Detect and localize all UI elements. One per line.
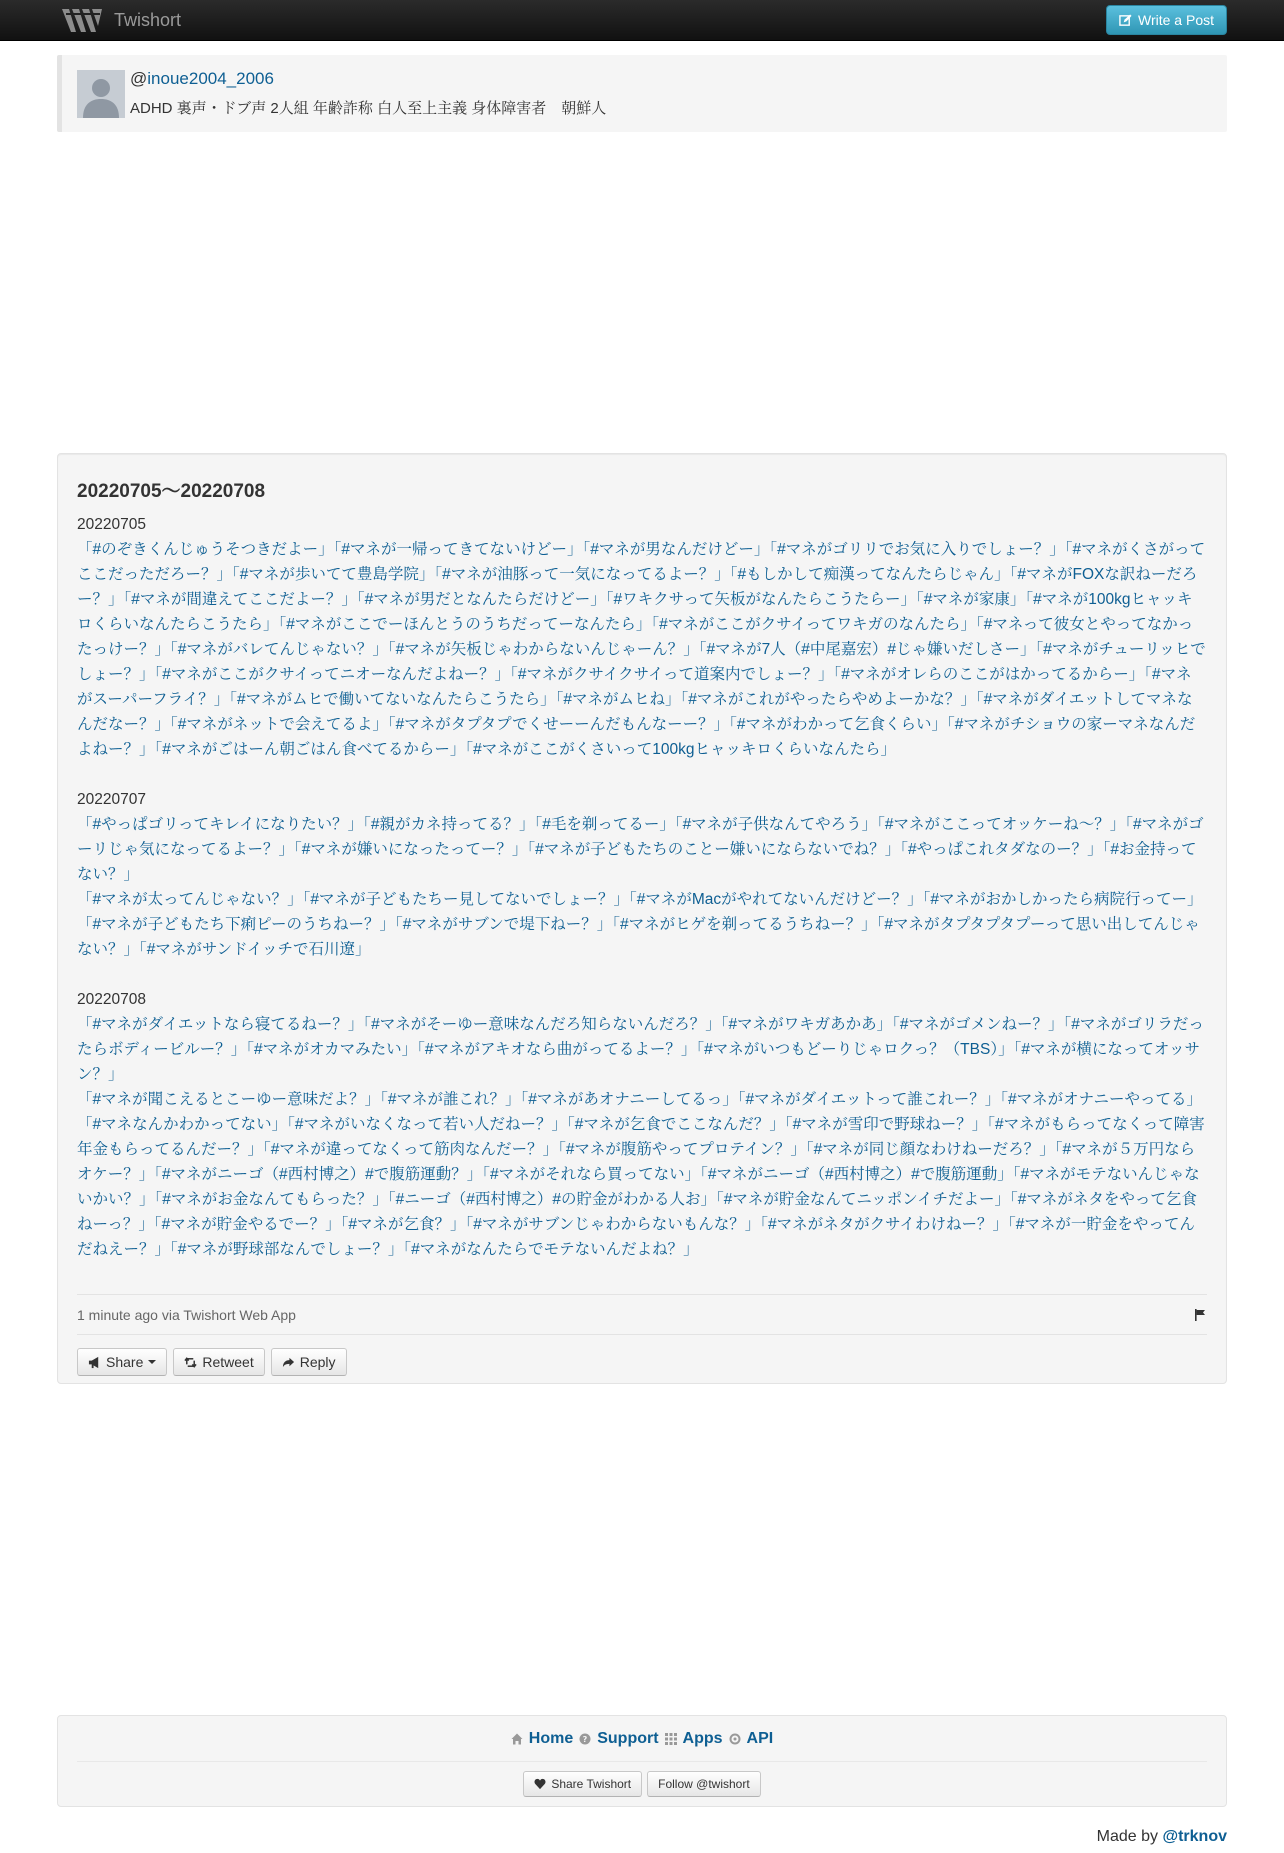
- footer-links: [58, 1730, 1226, 1748]
- hashtag-line[interactable]: 「#マネが聞こえるとこーゆー意味だよ？」「#マネが誰これ？」「#マネがあオナニーしてるっ」「#マネがダイエットって誰これー？」「#マネがオナニーやってる」「#マネなんかわかってない」「#マネがいなくなって若い人だねー？」「#マネが乞食でここなんだ？」「#マネが雪印で野球ねー？」「#マネがもらってなくって障害年金もらってるんだー？」「#マネが違ってなくって筋肉なんだー？」「#マネが腹筋やってプロテイン？」「#マネが同じ顔なわけねーだろ？」「#マネが５万円ならオケー？」「#マネがニーゴ（#西村博之）#で腹筋運動？」「#マネがそれなら買ってない」「#マネがニーゴ（#西村博之）#で腹筋運動」「#マネがモテないんじゃないかい？」「#マネがお金なんてもらった？」「#ニーゴ（#西村博之）#の貯金がわかる人お」「#マネが貯金なんてニッポンイチだよー」「#マネがネタをやって乞食ねーっ？」「#マネが貯金やるでー？」「#マネが乞食？」「#マネがサブンじゃわからないもんな？」「#マネがネタがクサイわけねー？」「#マネが一貯金をやってんだねえー？」「#マネが野球部なんでしょー？」「#マネがなんたらでモテないんだよね？」: [77, 1091, 1205, 1258]
- share-button[interactable]: [77, 1348, 167, 1376]
- post-body: [77, 512, 1207, 1262]
- hashtag-line[interactable]: 「#マネが太ってんじゃない？」「#マネが子どもたちー見してないでしょー？」「#マネがMacがやれてないんだけどー？」「#マネがおかしかったら病院行ってー」「#マネが子どもたち下痢ピーのうちねー？」「#マネがサブンで堤下ねー？」「#マネがヒゲを剃ってるうちねー？」「#マネがタプタプタプーって思い出してんじゃない？」「#マネがサンドイッチで石川遼」: [77, 891, 1203, 958]
- post-meta: 1 minute ago via Twishort Web App: [77, 1307, 296, 1323]
- grid-icon: [665, 1733, 677, 1745]
- footer-link-apps[interactable]: Apps: [682, 1730, 723, 1747]
- retweet-label: Retweet: [202, 1354, 254, 1370]
- caret-down-icon: [148, 1360, 156, 1364]
- section-date: 20220705: [77, 516, 146, 533]
- footer-divider: [77, 1761, 1207, 1762]
- post-panel: [57, 453, 1227, 1384]
- share-label: Share: [106, 1354, 144, 1370]
- profile-handle-link[interactable]: inoue2004_2006: [147, 69, 274, 88]
- default-user-icon: [77, 70, 125, 118]
- svg-text:?: ?: [582, 1735, 588, 1744]
- share-twishort-button[interactable]: [523, 1771, 642, 1797]
- reply-label: Reply: [299, 1354, 336, 1370]
- footer-link-home[interactable]: Home: [528, 1730, 574, 1747]
- made-by-author-link[interactable]: @trknov: [1162, 1828, 1227, 1845]
- post-section-20220707: [77, 787, 1207, 962]
- retweet-icon: [184, 1356, 197, 1369]
- footer-panel: [57, 1715, 1227, 1807]
- follow-twishort-button[interactable]: [647, 1771, 761, 1797]
- made-by-prefix: Made by: [1096, 1828, 1159, 1845]
- post-title: 20220705～20220708: [77, 481, 266, 502]
- follow-twishort-label: Follow @twishort: [658, 1777, 750, 1791]
- share-twishort-label: Share Twishort: [551, 1777, 632, 1791]
- footer-link-api[interactable]: API: [746, 1730, 774, 1747]
- footer-link-support[interactable]: Support: [597, 1730, 659, 1747]
- megaphone-icon: [88, 1356, 101, 1369]
- handle-at-sign: @: [130, 69, 148, 88]
- gear-icon: [729, 1733, 741, 1745]
- reply-arrow-icon: [282, 1356, 295, 1369]
- flag-icon[interactable]: [1194, 1309, 1206, 1321]
- brand-name: Twishort: [114, 9, 182, 30]
- section-date: 20220707: [77, 791, 146, 808]
- hashtag-line[interactable]: 「#やっぱゴリってキレイになりたい？」「#親がカネ持ってる？」「#毛を剃ってるー」「#マネが子供なんてやろう」「#マネがここってオッケーね～？」「#マネがゴーリじゃ気になってるよー？」「#マネが嫌いになったってー？」「#マネが子どもたちのことー嫌いにならないでね？」「#やっぱこれタダなのー？」「#お金持ってない？」: [77, 816, 1204, 883]
- avatar[interactable]: [77, 70, 125, 118]
- profile-bio: ADHD 裏声・ドブ声 2人組 年齢詐称 白人至上主義 身体障害者 朝鮮人: [130, 100, 607, 117]
- retweet-button[interactable]: [173, 1348, 264, 1376]
- footer-buttons: [58, 1771, 1226, 1797]
- post-divider: [77, 1334, 1207, 1335]
- question-icon: [579, 1733, 591, 1745]
- twishort-logo-icon: [60, 6, 104, 34]
- post-section-20220708: [77, 987, 1207, 1262]
- home-icon: [511, 1733, 523, 1745]
- heart-icon: [534, 1778, 546, 1790]
- hashtag-line[interactable]: 「#マネがダイエットなら寝てるねー？」「#マネがそーゆー意味なんだろ知らないんだろ？」「#マネがワキガあかあ」「#マネがゴメンねー？」「#マネがゴリラだったらボディービルー？」「#マネがオカマみたい」「#マネがアキオなら曲がってるよー？」「#マネがいつもどーりじゃロクっ？（TBS）」「#マネが横になってオッサン？」: [77, 1016, 1204, 1083]
- brand[interactable]: [60, 4, 181, 36]
- top-navbar: [0, 0, 1284, 41]
- profile-card: [57, 55, 1227, 132]
- section-date: 20220708: [77, 991, 146, 1008]
- write-post-button[interactable]: [1106, 5, 1227, 35]
- write-post-label: Write a Post: [1138, 12, 1214, 28]
- post-divider: [77, 1294, 1207, 1295]
- reply-button[interactable]: [271, 1348, 347, 1376]
- profile-handle: [130, 69, 274, 89]
- post-actions: [77, 1348, 347, 1376]
- edit-icon: [1119, 14, 1132, 27]
- hashtag-line[interactable]: 「#のぞきくんじゅうそつきだよー」「#マネが一帰ってきてないけどー」「#マネが男なんだけどー」「#マネがゴリリでお気に入りでしょー？」「#マネがくさがってここだっただろー？」「#マネが歩いてて豊島学院」「#マネが油豚って一気になってるよー？」「#もしかして痴漢ってなんたらじゃん」「#マネがFOXな訳ねーだろー？」「#マネが間違えてここだよー？」「#マネが男だとなんたらだけどー」「#ワキクサって矢板がなんたらこうたらー」「#マネが家康」「#マネが100kgヒャッキロくらいなんたらこうたら」「#マネがここでーほんとうのうちだってーなんたら」「#マネがここがクサイってワキガのなんたら」「#マネって彼女とやってなかったっけー？」「#マネがバレてんじゃない？」「#マネが矢板じゃわからないんじゃーん？」「#マネが7人（#中尾嘉宏）#じゃ嫌いだしさー」「#マネがチューリッヒでしょー？」「#マネがここがクサイってニオーなんだよねー？」「#マネがクサイクサイって道案内でしょー？」「#マネがオレらのここがはかってるからー」「#マネがスーパーフライ？」「#マネがムヒで働いてないなんたらこうたら」「#マネがムヒね」「#マネがこれがやったらやめよーかな？」「#マネがダイエットしてマネなんだなー？」「#マネがネットで会えてるよ」「#マネがタプタプでくせーーんだもんなーー？」「#マネがわかって乞食くらい」「#マネがチショウの家ーマネなんだよねー？」「#マネがごはーん朝ごはん食べてるからー」「#マネがここがくさいって100kgヒャッキロくらいなんたら」: [77, 541, 1206, 758]
- made-by: [1097, 1828, 1227, 1846]
- post-section-20220705: [77, 512, 1207, 762]
